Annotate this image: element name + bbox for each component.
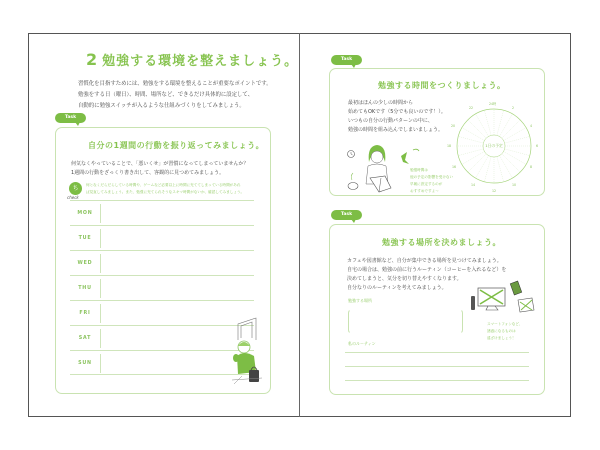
body-line: いつもの自分の行動パターンの中に、 bbox=[348, 118, 433, 124]
row-divider bbox=[100, 204, 101, 223]
note-line: 遠ざけましょう！ bbox=[487, 336, 516, 340]
row-divider bbox=[100, 304, 101, 323]
routine-input-line-3[interactable] bbox=[345, 380, 529, 381]
hour-label: 12 bbox=[492, 189, 497, 193]
hour-label: 8 bbox=[530, 165, 533, 169]
note-line: おすすめですよ～ bbox=[410, 189, 439, 193]
train-commuter-illustration bbox=[232, 322, 272, 392]
body-line: 何気なくやっていることで、「悪いくせ」が習慣になってしまっていませんか？ bbox=[71, 161, 249, 167]
distractions-illustration bbox=[468, 282, 538, 322]
body-line: 決めてしまうと、気分を切り替えやすくなります。 bbox=[347, 276, 462, 282]
hour-label: 14 bbox=[471, 183, 476, 187]
check-badge-icon: ち bbox=[69, 182, 82, 195]
place-field-label: 勉強する場所 bbox=[348, 298, 372, 303]
note-line: スマートフォンなど、 bbox=[487, 322, 523, 326]
note-line: 早朝に設定するのが bbox=[410, 182, 443, 186]
time-card-body bbox=[348, 99, 446, 135]
day-label: MON bbox=[77, 211, 93, 216]
hour-label: 6 bbox=[536, 144, 539, 148]
hour-label: 4 bbox=[530, 124, 533, 128]
place-card-note bbox=[487, 321, 523, 342]
row-divider bbox=[100, 329, 101, 348]
note-line: ば見直してみましょう。また、勉強に充てられそうなスキマ時間がないか、確認してみましょう。 bbox=[86, 190, 245, 194]
heading-text: 勉強する環境を整えましょう。 bbox=[102, 54, 299, 69]
body-line: 自分なりのルーティンを考えてみましょう。 bbox=[347, 285, 447, 291]
note-line: 他の予定の影響を受けない bbox=[410, 175, 454, 179]
week-row-sun[interactable] bbox=[70, 350, 254, 375]
page-heading bbox=[86, 50, 298, 69]
check-label: check bbox=[67, 195, 79, 200]
body-line: 自宅の場合は、勉強の前に行うルーティン（コーヒーを入れるなど）を bbox=[347, 267, 507, 273]
body-line: 1週間の行動をざっくり書き出して、客観的に見つめてみましょう。 bbox=[71, 170, 225, 176]
card-title-time: 勉強する時間をつくりましょう。 bbox=[378, 81, 506, 90]
hour-label: 24時 bbox=[489, 102, 497, 106]
hour-label: 2 bbox=[512, 106, 515, 110]
week-row-fri[interactable] bbox=[70, 300, 254, 325]
heading-number: 2 bbox=[86, 50, 99, 69]
week-row-mon[interactable] bbox=[70, 200, 254, 225]
week-row-tue[interactable] bbox=[70, 225, 254, 250]
day-label: THU bbox=[78, 286, 92, 291]
intro-text bbox=[78, 79, 272, 112]
hour-label: 20 bbox=[451, 124, 456, 128]
intro-line: 勉強をする日（曜日）、時間、場所など、できるだけ具体的に設定して、 bbox=[78, 92, 254, 98]
task-tag: Task bbox=[55, 113, 86, 123]
row-divider bbox=[100, 229, 101, 248]
hour-label: 16 bbox=[452, 165, 457, 169]
routine-input-line-2[interactable] bbox=[345, 366, 529, 367]
day-label: FRI bbox=[79, 311, 91, 316]
body-line: 勉強の時間を組み込んでしまいましょう。 bbox=[348, 127, 444, 133]
routine-field-label: 私のルーティン bbox=[348, 341, 376, 346]
body-line: カフェや図書館など、自分が集中できる場所を見つけてみましょう。 bbox=[347, 258, 502, 264]
body-line: 始めてもOKです（5分でも良いのです！）。 bbox=[348, 109, 446, 115]
day-label: SAT bbox=[78, 336, 92, 341]
hour-label: 22 bbox=[469, 106, 474, 110]
clock-center-label: 1日の予定 bbox=[485, 143, 503, 148]
row-divider bbox=[100, 254, 101, 273]
note-line: 何となくだらだらしている時間や、ゲームなど必要以上に時間に充ててしまっている時間があれ bbox=[86, 183, 241, 187]
week-row-sat[interactable] bbox=[70, 325, 254, 350]
page-gutter bbox=[299, 33, 300, 417]
task-tag-place: Task bbox=[331, 210, 362, 220]
time-card-note bbox=[410, 167, 453, 195]
hour-label: 18 bbox=[447, 144, 452, 148]
routine-input-line-1[interactable] bbox=[345, 352, 529, 353]
check-note bbox=[86, 182, 244, 196]
week-row-thu[interactable] bbox=[70, 275, 254, 300]
card-title: 自分の1週間の行動を振り返ってみましょう。 bbox=[88, 141, 265, 150]
hour-label: 10 bbox=[512, 183, 517, 187]
study-place-input[interactable] bbox=[348, 309, 463, 334]
card-title-place: 勉強する場所を決めましょう。 bbox=[382, 238, 501, 247]
weekly-schedule bbox=[70, 200, 254, 375]
week-row-wed[interactable] bbox=[70, 250, 254, 275]
day-label: SUN bbox=[78, 361, 92, 366]
card-body bbox=[71, 160, 248, 178]
day-label: TUE bbox=[78, 236, 92, 241]
intro-line: 自動的に勉強スイッチが入るような仕組みづくりをしてみましょう。 bbox=[78, 103, 245, 109]
row-divider bbox=[100, 354, 101, 373]
day-label: WED bbox=[77, 261, 93, 266]
row-divider bbox=[100, 279, 101, 298]
daily-schedule-clock[interactable] bbox=[447, 102, 539, 193]
task-tag-time: Task bbox=[331, 55, 362, 65]
body-line: 最初はほんの少しの時間から bbox=[348, 100, 414, 106]
note-line: 勉強時間は bbox=[410, 168, 428, 172]
intro-line: 習慣化を目指すためには、勉強をする環境を整えることが重要なポイントです。 bbox=[78, 81, 272, 87]
note-line: 誘惑になるものは bbox=[487, 329, 516, 333]
